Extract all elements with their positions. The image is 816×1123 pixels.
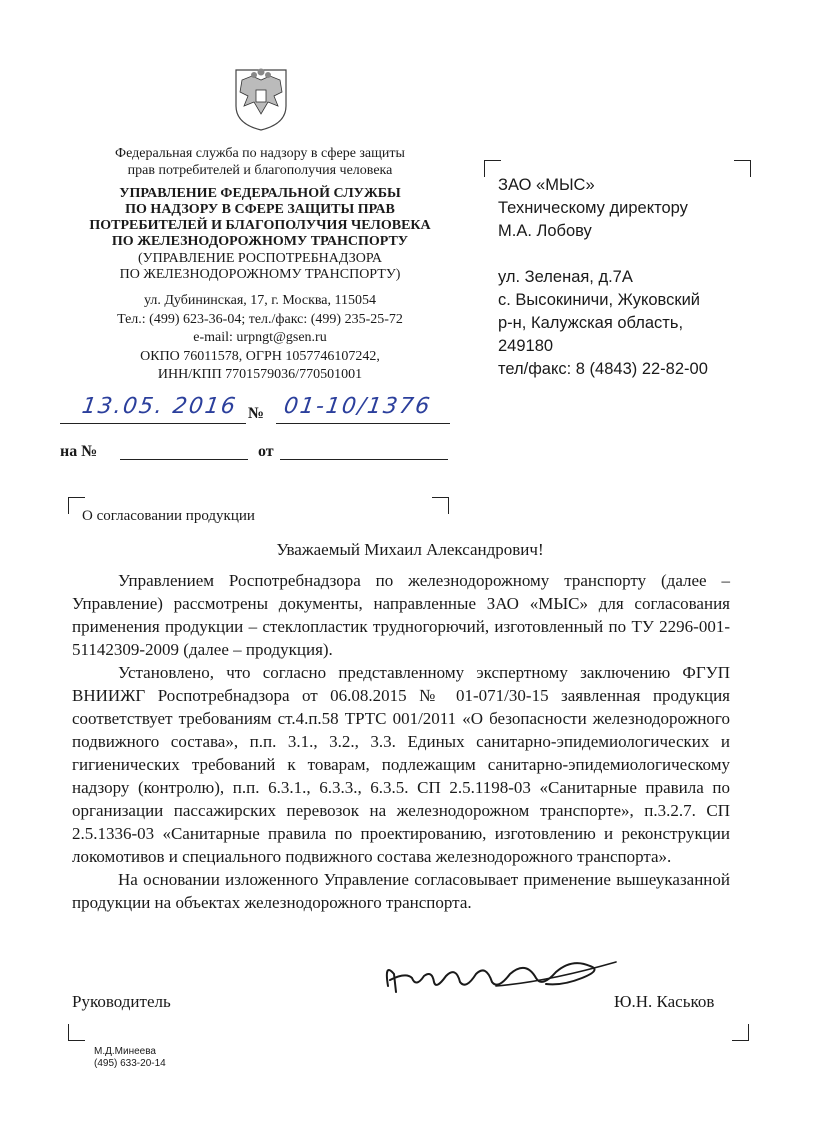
body-paragraph: Управлением Роспотребнадзора по железнодорожному транспорту (далее – Управление) рассмотрены документы, направленные ЗАО «МЫС» для согласования применения продукции – стеклопластик трудногорючий, изготовленный по ТУ 2296-001-51142309-2009 (далее – продукция). bbox=[72, 571, 730, 659]
department-line: УПРАВЛЕНИЕ ФЕДЕРАЛЬНОЙ СЛУЖБЫ bbox=[119, 186, 401, 201]
corner-mark bbox=[732, 1024, 749, 1041]
coat-of-arms-emblem bbox=[228, 66, 294, 132]
corner-mark bbox=[432, 497, 449, 514]
agency-name bbox=[60, 145, 460, 179]
signatory-title: Руководитель bbox=[72, 992, 171, 1011]
sender-phones: Тел.: (499) 623-36-04; тел./факс: (499) 235-25-72 bbox=[117, 311, 403, 327]
department-name bbox=[60, 186, 460, 250]
addressee-region: р-н, Калужская область, bbox=[498, 314, 684, 332]
executor-phone: (495) 633-20-14 bbox=[94, 1058, 166, 1069]
addressee-village: с. Высокиничи, Жуковский bbox=[498, 291, 701, 309]
addressee-position: Техническому директору bbox=[498, 199, 688, 217]
signatory-name: Ю.Н. Каськов bbox=[614, 992, 715, 1011]
addressee-street: ул. Зеленая, д.7А bbox=[498, 268, 633, 286]
sender-address: ул. Дубининская, 17, г. Москва, 115054 bbox=[143, 293, 377, 308]
department-line: ПОТРЕБИТЕЛЕЙ И БЛАГОПОЛУЧИЯ ЧЕЛОВЕКА bbox=[89, 218, 431, 233]
addressee-block bbox=[498, 174, 788, 381]
number-label: № bbox=[248, 405, 265, 422]
department-short-line: (УПРАВЛЕНИЕ РОСПОТРЕБНАДЗОРА bbox=[138, 251, 382, 266]
corner-mark bbox=[68, 1024, 85, 1041]
ref-date-underline bbox=[280, 459, 448, 460]
addressee-company: ЗАО «МЫС» bbox=[498, 176, 595, 194]
ref-date-label: от bbox=[258, 443, 274, 460]
letter-body bbox=[72, 569, 730, 914]
department-line: ПО ЖЕЛЕЗНОДОРОЖНОМУ ТРАНСПОРТУ bbox=[111, 234, 409, 249]
sender-inn: ИНН/КПП 7701579036/770501001 bbox=[157, 367, 363, 382]
addressee-name: М.А. Лобову bbox=[498, 222, 592, 240]
date-underline bbox=[60, 423, 246, 424]
sender-contacts bbox=[60, 292, 460, 385]
handwritten-date: 13.05. 2016 bbox=[80, 394, 239, 419]
ref-number-underline bbox=[120, 459, 248, 460]
agency-line: прав потребителей и благополучия человека bbox=[127, 163, 393, 178]
sender-email: e-mail: urpngt@gsen.ru bbox=[193, 330, 327, 345]
body-paragraph: Установлено, что согласно представленному экспертному заключению ФГУП ВНИИЖГ Роспотребнадзора от 06.08.2015 № 01-071/30-15 заявленная продукция соответствует требованиям ст.4.п.58 ТРТС 001/2011 «О безопасности железнодорожного подвижного состава», п.п. 3.1., 3.2., 3.3. Единых санитарно-эпидемиологических и гигиенических требований к товарам, подлежащим санитарно-эпидемиологическому надзору (контролю), п.п. 6.3.1., 6.3.3., 6.3.5. СП 2.5.1198-03 «Санитарные правила по организации пассажирских перевозок на железнодорожном транспорте», п.3.2.7. СП 2.5.1336-03 «Санитарные правила по проектированию, изготовлению и реконструкции локомотивов и специального подвижного состава железнодорожного транспорта». bbox=[72, 663, 730, 866]
body-paragraph: На основании изложенного Управление согласовывает применение вышеуказанной продукции на объектах железнодорожного транспорта. bbox=[72, 870, 730, 912]
ref-number-label: на № bbox=[60, 443, 98, 460]
number-underline bbox=[276, 423, 450, 424]
department-line: ПО НАДЗОРУ В СФЕРЕ ЗАЩИТЫ ПРАВ bbox=[125, 202, 395, 217]
department-short-line: ПО ЖЕЛЕЗНОДОРОЖНОМУ ТРАНСПОРТУ) bbox=[119, 267, 401, 282]
executor-info bbox=[94, 1046, 166, 1070]
sender-okpo: ОКПО 76011578, ОГРН 1057746107242, bbox=[140, 348, 380, 364]
executor-name: М.Д.Минеева bbox=[94, 1046, 156, 1057]
greeting: Уважаемый Михаил Александрович! bbox=[276, 540, 544, 559]
agency-line: Федеральная служба по надзору в сфере защиты bbox=[115, 146, 405, 161]
addressee-phone: тел/факс: 8 (4843) 22-82-00 bbox=[498, 360, 708, 378]
addressee-postcode: 249180 bbox=[498, 337, 554, 355]
handwritten-signature bbox=[376, 952, 626, 1002]
subject-line: О согласовании продукции bbox=[82, 508, 255, 524]
department-short-name bbox=[60, 251, 460, 283]
handwritten-number: 01-10/1376 bbox=[282, 394, 434, 419]
